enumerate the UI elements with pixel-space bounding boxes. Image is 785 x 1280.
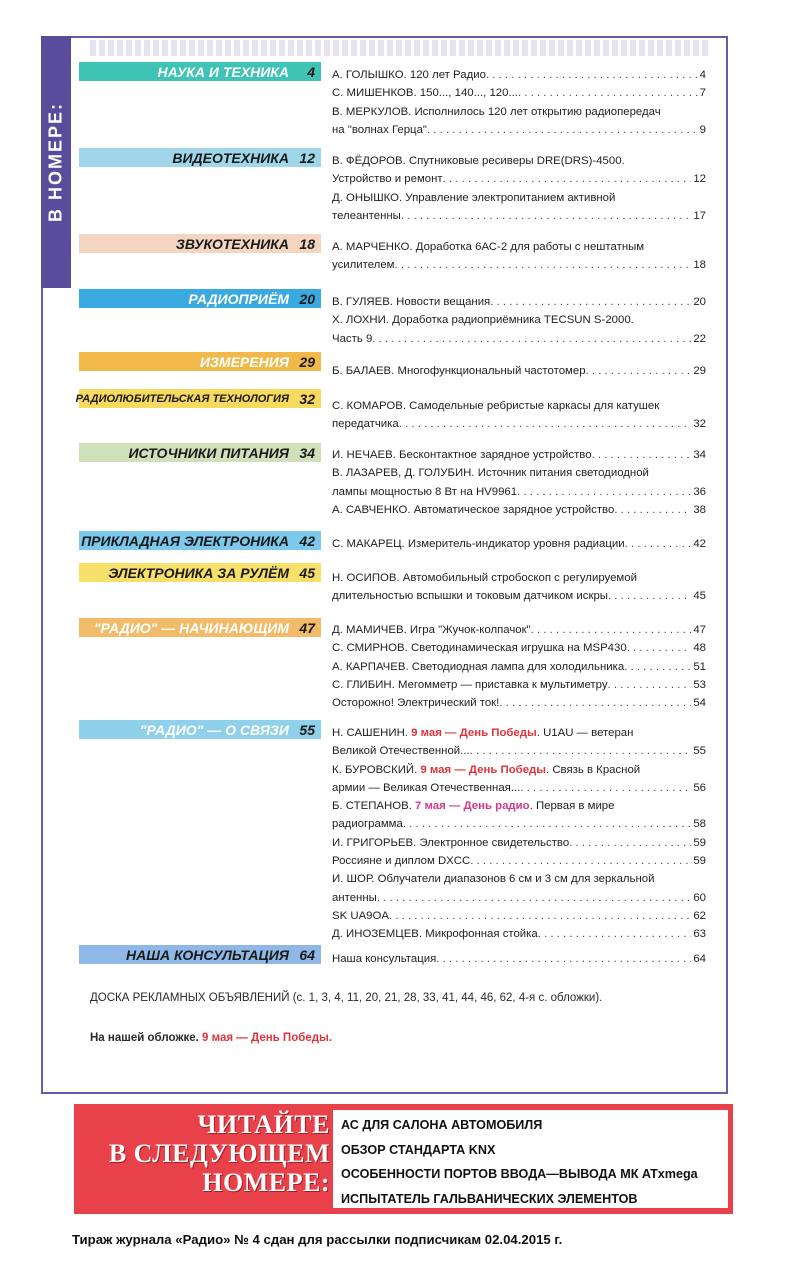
section-header	[79, 945, 321, 964]
article-line	[332, 621, 706, 639]
article-text-part: . Первая в мире	[529, 800, 615, 813]
section-entries	[332, 362, 706, 380]
section-page: 34	[299, 444, 315, 461]
article-text: А. САВЧЕНКО. Автоматическое зарядное устройство	[332, 503, 615, 516]
article-line	[332, 256, 706, 274]
article-line	[332, 501, 706, 519]
dot-leader	[517, 483, 691, 501]
article-line	[332, 724, 706, 742]
footer-note: Тираж журнала «Радио» № 4 сдан для рассылки подписчикам 02.04.2015 г.	[72, 1232, 563, 1247]
article-line	[332, 815, 706, 833]
section-title: НАША КОНСУЛЬТАЦИЯ	[126, 946, 289, 963]
cover-note	[90, 1032, 332, 1044]
section-page: 47	[299, 619, 315, 636]
section-entries	[332, 152, 706, 225]
article-line	[332, 362, 706, 380]
section-header	[79, 531, 321, 550]
article-page: 59	[693, 855, 706, 868]
article-line	[332, 950, 706, 968]
section-header	[79, 289, 321, 308]
section-title: ЭЛЕКТРОНИКА ЗА РУЛЁМ	[108, 564, 289, 581]
article-page: 59	[693, 836, 706, 849]
dot-leader	[608, 587, 691, 605]
article-line	[332, 311, 706, 329]
dot-leader	[399, 415, 692, 433]
article-text: антенны	[332, 891, 377, 904]
article-line	[332, 761, 706, 779]
article-line	[332, 189, 706, 207]
article-text-part: Н. САШЕНИН.	[332, 727, 412, 739]
section-page: 64	[299, 946, 315, 963]
article-text: С. КОМАРОВ. Самодельные ребристые каркасы для катушек	[332, 400, 660, 412]
section-title: "РАДИО" — НАЧИНАЮЩИМ	[93, 619, 289, 636]
article-page: 54	[693, 697, 706, 710]
article-text: Б. БАЛАЕВ. Многофункциональный частотомер	[332, 365, 586, 377]
section-title: ИЗМЕРЕНИЯ	[199, 353, 289, 370]
article-line	[332, 121, 706, 139]
article-text: передатчика	[332, 418, 399, 431]
article-line	[332, 103, 706, 121]
dot-leader	[518, 84, 698, 102]
next-issue-heading	[80, 1110, 330, 1197]
dot-leader	[614, 501, 691, 519]
article-text: Великой Отечественной...	[332, 745, 470, 758]
dot-leader	[592, 446, 692, 464]
section-title: РАДИОПРИЁМ	[188, 290, 289, 307]
article-page: 4	[699, 69, 706, 81]
article-text: В. ГУЛЯЕВ. Новости вещания	[332, 296, 491, 308]
article-text-part: К. БУРОВСКИЙ.	[332, 763, 421, 776]
article-page: 48	[693, 642, 706, 655]
article-page: 64	[693, 953, 706, 965]
article-text: А. КАРПАЧЕВ. Светодиодная лампа для холодильника	[332, 660, 625, 673]
article-page: 18	[693, 259, 706, 272]
section-title: РАДИОЛЮБИТЕЛЬСКАЯ ТЕХНОЛОГИЯ	[75, 392, 289, 405]
ads-note: ДОСКА РЕКЛАМНЫХ ОБЪЯВЛЕНИЙ (с. 1, 3, 4, 11, 20, 21, 28, 33, 41, 44, 46, 62, 4-я с. обложки).	[90, 992, 603, 1004]
article-text: радиограмма	[332, 818, 403, 831]
article-page: 56	[693, 781, 706, 794]
article-line	[332, 464, 706, 482]
article-line	[332, 925, 706, 943]
section-header	[79, 443, 321, 462]
highlight-text: 9 мая — День Победы	[411, 727, 537, 739]
section-header	[75, 389, 321, 408]
section-entries	[332, 66, 706, 139]
article-line	[332, 152, 706, 170]
dot-leader	[470, 852, 691, 870]
next-issue-heading-line: В СЛЕДУЮЩЕМ	[108, 1139, 330, 1168]
article-line	[332, 397, 706, 415]
article-page: 53	[693, 678, 706, 691]
article-text: армии — Великая Отечественная...	[332, 781, 521, 794]
section-entries	[332, 238, 706, 275]
section-entries	[332, 569, 706, 606]
dot-leader	[427, 121, 698, 139]
article-line	[332, 293, 706, 311]
article-text: лампы мощностью 8 Вт на HV9961	[332, 485, 518, 498]
article-text: SK UA9OA	[332, 909, 389, 922]
article-line	[332, 238, 706, 256]
article-page: 32	[693, 418, 706, 431]
dot-leader	[586, 362, 692, 380]
next-issue-list	[341, 1113, 698, 1211]
dot-leader	[389, 907, 691, 925]
highlight-text: 7 мая — День радио	[415, 800, 530, 813]
dot-leader	[569, 834, 691, 852]
section-page: 45	[299, 564, 315, 581]
dot-leader	[608, 676, 692, 694]
article-line	[332, 779, 706, 797]
article-page: 55	[693, 745, 706, 758]
section-page: 42	[299, 532, 315, 549]
section-title: НАУКА И ТЕХНИКА	[157, 63, 289, 80]
article-text: Устройство и ремонт	[332, 173, 443, 186]
section-title: ЗВУКОТЕХНИКА	[175, 235, 289, 252]
article-line	[332, 170, 706, 188]
article-line	[332, 870, 706, 888]
next-issue-heading-line: ЧИТАЙТЕ	[197, 1110, 330, 1139]
article-text: А. ГОЛЫШКО. 120 лет Радио	[332, 69, 486, 81]
article-line	[332, 535, 706, 553]
section-page: 18	[299, 235, 315, 252]
highlight-text: 9 мая — День Победы	[420, 763, 546, 776]
cover-note-highlight: 9 мая — День Победы.	[202, 1032, 333, 1044]
article-page: 58	[693, 818, 706, 831]
article-text: В. ФЁДОРОВ. Спутниковые ресиверы DRE(DRS)-4500.	[332, 155, 625, 167]
article-text: длительностью вспышки и токовым датчиком искры	[332, 590, 608, 603]
section-page: 4	[307, 63, 315, 80]
section-title: ИСТОЧНИКИ ПИТАНИЯ	[128, 444, 289, 461]
article-text: И. ШОР. Облучатели диапазонов 6 см и 3 см для зеркальной	[332, 873, 655, 886]
article-page: 17	[693, 209, 706, 222]
section-entries	[332, 397, 706, 434]
article-line	[332, 889, 706, 907]
article-text	[332, 797, 614, 815]
article-page: 62	[693, 909, 706, 922]
article-text: Х. ЛОХНИ. Доработка радиоприёмника TECSUN S-2000.	[332, 314, 634, 327]
article-page: 45	[693, 590, 706, 603]
article-text-part: Б. СТЕПАНОВ.	[332, 800, 416, 813]
article-line	[332, 834, 706, 852]
article-text: Д. ОНЫШКО. Управление электропитанием активной	[332, 191, 616, 204]
next-issue-item: ОСОБЕННОСТИ ПОРТОВ ВВОДА—ВЫВОДА МК ATxmega	[341, 1167, 698, 1181]
dot-leader	[470, 742, 692, 760]
article-text: Д. МАМИЧЕВ. Игра "Жучок-колпачок"	[332, 624, 531, 636]
article-line	[332, 569, 706, 587]
section-title: ПРИКЛАДНАЯ ЭЛЕКТРОНИКА	[81, 532, 289, 549]
article-text: Д. ИНОЗЕМЦЕВ. Микрофонная стойка	[332, 928, 538, 941]
article-text: Н. ОСИПОВ. Автомобильный стробоскоп с регулируемой	[332, 572, 637, 584]
dot-leader	[436, 950, 691, 968]
article-text: С. ГЛИБИН. Мегомметр — приставка к мультиметру	[332, 678, 608, 691]
dot-leader	[377, 889, 692, 907]
section-header	[79, 148, 321, 167]
dot-leader	[486, 66, 698, 84]
article-page: 36	[693, 485, 706, 498]
article-page: 20	[693, 296, 706, 308]
article-line	[332, 742, 706, 760]
section-page: 12	[299, 149, 315, 166]
article-text: С. МИШЕНКОВ. 150..., 140..., 120...	[332, 87, 518, 100]
dot-leader	[627, 639, 692, 657]
article-line	[332, 66, 706, 84]
article-page: 51	[693, 660, 706, 673]
next-issue-item: ИСПЫТАТЕЛЬ ГАЛЬВАНИЧЕСКИХ ЭЛЕМЕНТОВ	[341, 1191, 638, 1206]
article-line	[332, 84, 706, 102]
article-page: 42	[693, 538, 706, 550]
article-line	[332, 587, 706, 605]
article-line	[332, 483, 706, 501]
article-line	[332, 797, 706, 815]
article-text: Россияне и диплом DXCC	[332, 855, 471, 868]
article-page: 60	[693, 891, 706, 904]
next-issue-item: АС ДЛЯ САЛОНА АВТОМОБИЛЯ	[341, 1118, 543, 1132]
section-page: 20	[299, 290, 315, 307]
section-page: 29	[299, 353, 315, 370]
article-line	[332, 852, 706, 870]
section-entries	[332, 621, 706, 712]
section-header	[79, 234, 321, 253]
section-header	[79, 62, 321, 81]
article-text: И. ГРИГОРЬЕВ. Электронное свидетельство	[332, 836, 570, 849]
article-page: 12	[693, 173, 706, 186]
article-text: Часть 9	[332, 332, 373, 345]
section-title: "РАДИО" — О СВЯЗИ	[139, 721, 289, 738]
cover-note-prefix: На нашей обложке.	[90, 1032, 203, 1044]
article-page: 29	[693, 365, 706, 377]
dot-leader	[443, 170, 692, 188]
section-page: 55	[299, 721, 315, 738]
section-page: 32	[299, 390, 315, 407]
article-line	[332, 207, 706, 225]
dot-leader	[403, 815, 691, 833]
article-line	[332, 330, 706, 348]
section-header	[79, 352, 321, 371]
article-page: 34	[693, 449, 706, 461]
section-header	[79, 563, 321, 582]
article-page: 22	[693, 332, 706, 345]
sidebar-label: В НОМЕРЕ:	[45, 101, 66, 223]
article-line	[332, 446, 706, 464]
section-entries	[332, 724, 706, 944]
article-page: 7	[699, 87, 706, 100]
article-text: В. МЕРКУЛОВ. Исполнилось 120 лет открытию радиопередач	[332, 105, 661, 118]
article-line	[332, 694, 706, 712]
article-text	[332, 761, 640, 779]
dot-leader	[625, 535, 692, 553]
section-entries	[332, 446, 706, 519]
article-text: В. ЛАЗАРЕВ, Д. ГОЛУБИН. Источник питания светодиодной	[332, 467, 649, 480]
next-issue-item: ОБЗОР СТАНДАРТА KNX	[341, 1142, 496, 1157]
article-line	[332, 639, 706, 657]
dot-leader	[624, 658, 691, 676]
article-page: 38	[693, 503, 706, 516]
section-title: ВИДЕОТЕХНИКА	[172, 149, 289, 166]
section-entries	[332, 950, 706, 968]
article-text: С. МАКАРЕЦ. Измеритель-индикатор уровня радиации	[332, 538, 625, 550]
article-text: Наша консультация	[332, 953, 437, 965]
dot-leader	[531, 621, 692, 639]
section-entries	[332, 293, 706, 348]
faded-header-strip	[90, 40, 710, 56]
article-text-part: . Связь в Красной	[546, 763, 641, 776]
dot-leader	[490, 293, 691, 311]
article-line	[332, 676, 706, 694]
article-page: 63	[693, 928, 706, 941]
article-text-part: . U1AU — ветеран	[536, 727, 634, 739]
article-line	[332, 658, 706, 676]
article-text: на "волнах Герца"	[332, 123, 427, 136]
article-text: С. СМИРНОВ. Светодинамическая игрушка на MSP430	[332, 642, 627, 655]
next-issue-heading-line: НОМЕРЕ:	[202, 1168, 330, 1197]
article-line	[332, 907, 706, 925]
article-text: Осторожно! Электрический ток!	[332, 697, 500, 710]
dot-leader	[520, 779, 691, 797]
section-entries	[332, 535, 706, 553]
article-text: телеантенны	[332, 209, 401, 222]
dot-leader	[395, 256, 692, 274]
dot-leader	[499, 694, 691, 712]
article-text: А. МАРЧЕНКО. Доработка 6АС-2 для работы с нештатным	[332, 241, 645, 253]
dot-leader	[538, 925, 692, 943]
article-text: усилителем	[332, 259, 395, 272]
article-text	[332, 724, 633, 742]
article-line	[332, 415, 706, 433]
article-page: 47	[693, 624, 706, 636]
dot-leader	[401, 207, 691, 225]
section-header	[79, 720, 321, 739]
section-header	[79, 618, 321, 637]
dot-leader	[372, 330, 691, 348]
article-text: И. НЕЧАЕВ. Бесконтактное зарядное устройство	[332, 449, 592, 461]
article-page: 9	[699, 123, 706, 136]
